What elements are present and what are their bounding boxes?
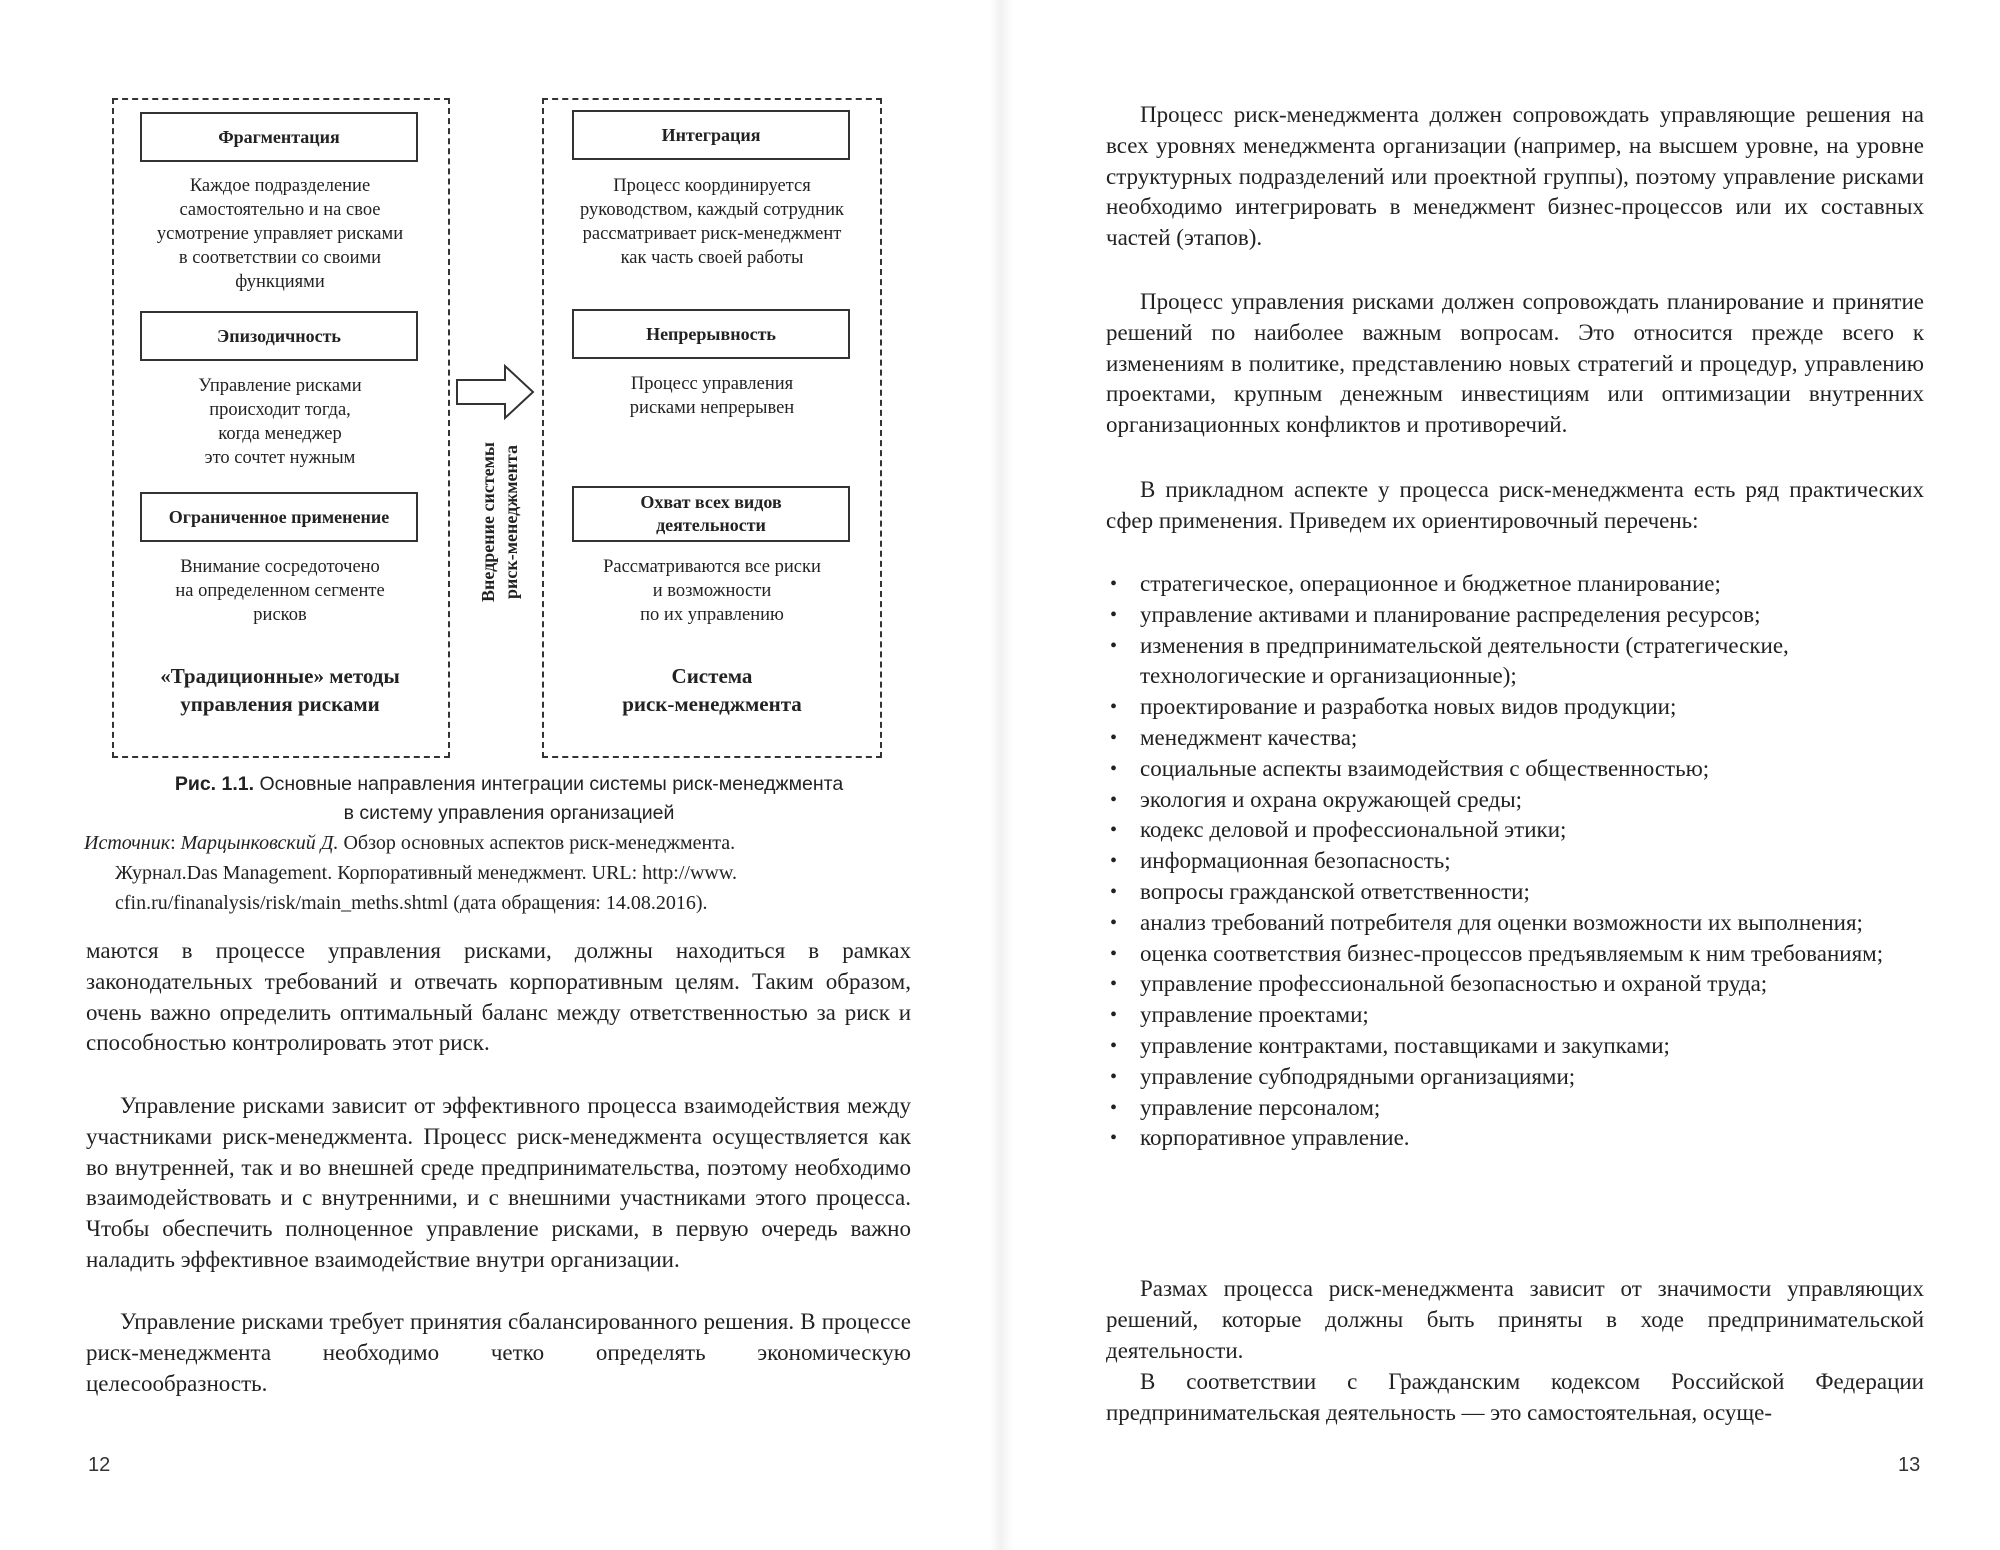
list-item-text: менеджмент качества; (1140, 724, 1358, 750)
paragraph-text: Размах процесса риск-менеджмента зависит от значимости управляющих решений, которые должны быть приняты в ходе предпринимательской деятельности. (1106, 1276, 1924, 1363)
list-item (1106, 569, 1926, 600)
desc-line: самостоятельно и на свое (179, 200, 381, 220)
list-item-text: управление проектами; (1140, 1002, 1369, 1028)
right-paragraph-5 (1106, 1367, 1924, 1429)
source-text: Журнал.Das Management. Корпоративный менеджмент. URL: http://www. (115, 862, 738, 884)
list-item-text: управление профессиональной безопасностью и охраной труда; (1140, 971, 1768, 997)
list-item (1106, 908, 1926, 939)
bullet-icon: • (1110, 603, 1118, 626)
list-item-text: корпоративное управление. (1140, 1125, 1410, 1151)
box-episodic-label: Эпизодичность (217, 325, 341, 346)
list-item (1106, 846, 1926, 877)
desc-line: когда менеджер (218, 424, 342, 444)
desc-line: усмотрение управляет рисками (156, 224, 404, 244)
list-item (1106, 969, 1926, 1000)
list-item (1106, 692, 1926, 723)
bullet-icon: • (1110, 880, 1118, 903)
list-item-text: проектирование и разработка новых видов продукции; (1140, 694, 1677, 720)
box-fragmentation-label: Фрагментация (218, 126, 340, 147)
box-all-activities-label: Охват всех видов (640, 492, 782, 512)
desc-line: как часть своей работы (620, 248, 804, 268)
box-limited-application-label: Ограниченное применение (168, 506, 390, 527)
implementation-label-line: Внедрение системы (478, 442, 498, 602)
bullet-icon: • (1110, 696, 1118, 719)
page-number-right: 13 (1898, 1454, 1921, 1476)
bullet-icon: • (1110, 757, 1118, 780)
desc-line: это сочтет нужным (204, 448, 356, 468)
box-integration-label: Интеграция (661, 124, 761, 145)
caption-line: Основные направления интеграции системы риск-менеджмента (259, 773, 844, 795)
desc-line: Процесс управления (630, 374, 794, 394)
source-text: Обзор основных аспектов риск-менеджмента. (343, 832, 736, 854)
box-all-activities-label: деятельности (656, 515, 766, 535)
figure-number: Рис. 1.1. (174, 773, 255, 795)
desc-line: Рассматриваются все риски (603, 557, 821, 577)
desc-line: Управление рисками (198, 376, 362, 396)
bullet-icon: • (1110, 1127, 1118, 1150)
bullet-icon: • (1110, 634, 1118, 657)
bullet-icon: • (1110, 788, 1118, 811)
implementation-label-line: риск-менеджмента (501, 445, 521, 599)
desc-line: происходит тогда, (209, 400, 351, 420)
figure-source: Источник: Марцынковский Д. Обзор основных аспектов риск-менеджмента. (84, 832, 736, 854)
right-paragraph-4 (1106, 1274, 1924, 1366)
paragraph-text: В соответствии с Гражданским кодексом Российской Федерации предпринимательская деятельность — это самостоятельная, осуще- (1106, 1369, 1924, 1425)
bullet-icon: • (1110, 1034, 1118, 1057)
application-areas-list (1106, 569, 1926, 1154)
list-item (1106, 1123, 1926, 1154)
caption-line: в систему управления организацией (343, 802, 675, 824)
desc-line: и возможности (652, 581, 772, 601)
desc-line: рисков (253, 605, 307, 625)
list-item (1106, 723, 1926, 754)
list-item-text: экология и охрана окружающей среды; (1140, 786, 1523, 812)
desc-line: рисками непрерывен (629, 398, 795, 418)
list-item (1106, 1000, 1926, 1031)
desc-line: Процесс координируется (613, 176, 811, 196)
paragraph-text: Управление рисками требует принятия сбалансированного решения. В процессе риск-менеджмента необходимо четко определять экономическую целесообразность. (86, 1309, 911, 1396)
page-number-left: 12 (88, 1454, 111, 1476)
bullet-icon: • (1110, 573, 1118, 595)
list-item (1106, 1093, 1926, 1124)
desc-line: на определенном сегменте (175, 581, 385, 601)
list-item-text: кодекс деловой и профессиональной этики; (1140, 817, 1567, 843)
list-item-text: социальные аспекты взаимодействия с общественностью; (1140, 755, 1710, 781)
list-item-text: анализ требований потребителя для оценки возможности их выполнения; (1140, 909, 1863, 935)
list-item-text: управление контрактами, поставщиками и закупками; (1140, 1032, 1670, 1058)
right-paragraph-3 (1106, 475, 1924, 537)
list-item (1106, 600, 1926, 631)
bullet-icon: • (1110, 819, 1118, 842)
desc-line: по их управлению (640, 605, 784, 625)
list-item (1106, 815, 1926, 846)
list-item (1106, 939, 1926, 970)
paragraph-text: Процесс управления рисками должен сопровождать планирование и принятие решений по наиболее важным вопросам. Это относится прежде всего к изменениям в политике, представлению новых стратегий и процедур, управлению проектами, крупным денежным инвестициям или оптимизации внутренних организационных конфликтов и противоречий. (1106, 289, 1924, 438)
bullet-icon: • (1110, 973, 1118, 996)
box-continuity-label: Непрерывность (646, 323, 776, 344)
desc-line: в соответствии со своими (178, 248, 382, 268)
list-item (1106, 631, 1926, 693)
paragraph-text: маются в процессе управления рисками, должны находиться в рамках законодательных требований и отвечать корпоративным целям. Таким образом, очень важно определить оптимальный баланс между ответственностью за риск и способностью контролировать этот риск. (86, 938, 911, 1056)
list-item (1106, 785, 1926, 816)
desc-line: рассматривает риск-менеджмент (582, 224, 842, 244)
bullet-icon: • (1110, 726, 1118, 749)
desc-line: руководством, каждый сотрудник (580, 200, 844, 220)
bullet-icon: • (1110, 1004, 1118, 1027)
title-line: управления рисками (180, 692, 380, 716)
source-label: Источник (84, 832, 171, 854)
paragraph-text: Управление рисками зависит от эффективного процесса взаимодействия между участниками риск-менеджмента. Процесс риск-менеджмента осуществляется как во внутренней, так и во внешней среде предпринимательства, поэтому необходимо взаимодействовать и с внутренними, и с внешними участниками этого процесса. Чтобы обеспечить полноценное управление рисками, в первую очередь важно наладить эффективное взаимодействие внутри организации. (86, 1093, 911, 1272)
paragraph-text: Процесс риск-менеджмента должен сопровождать управляющие решения на всех уровнях менеджмента организации (например, на высшем уровне, на уровне структурных подразделений или проектной группы), поэтому управление рисками необходимо интегрировать в менеджмент бизнес-процессов или их составных частей (этапов). (1106, 102, 1924, 251)
list-item-text: изменения в предпринимательской деятельности (стратегические, технологические и организационные); (1140, 632, 1789, 689)
bullet-icon: • (1110, 1065, 1118, 1088)
title-line: риск-менеджмента (622, 692, 802, 716)
list-item-text: управление субподрядными организациями; (1140, 1063, 1576, 1089)
source-author: Марцынковский Д. (180, 832, 339, 854)
desc-line: функциями (235, 272, 325, 292)
bullet-icon: • (1110, 942, 1118, 965)
list-item-text: стратегическое, операционное и бюджетное планирование; (1140, 571, 1721, 596)
list-item-text: информационная безопасность; (1140, 848, 1451, 874)
title-line: «Традиционные» методы (160, 664, 400, 688)
list-item-text: оценка соответствия бизнес-процессов предъявляемым к ним требованиям; (1140, 940, 1884, 966)
bullet-icon: • (1110, 850, 1118, 873)
right-paragraph-2 (1106, 287, 1924, 441)
desc-line: Каждое подразделение (189, 176, 371, 196)
bullet-icon: • (1110, 1096, 1118, 1119)
list-item (1106, 754, 1926, 785)
list-item-text: вопросы гражданской ответственности; (1140, 878, 1530, 904)
desc-line: Внимание сосредоточено (180, 557, 380, 577)
title-line: Система (671, 664, 753, 688)
list-item-text: управление персоналом; (1140, 1094, 1381, 1120)
list-item (1106, 877, 1926, 908)
list-item (1106, 1062, 1926, 1093)
paragraph-text: В прикладном аспекте у процесса риск-менеджмента есть ряд практических сфер применения. Приведем их ориентировочный перечень: (1106, 477, 1924, 533)
right-paragraph-1 (1106, 100, 1924, 254)
list-item (1106, 1031, 1926, 1062)
bullet-icon: • (1110, 911, 1118, 934)
source-text: cfin.ru/finanalysis/risk/main_meths.shtml (дата обращения: 14.08.2016). (115, 892, 708, 914)
list-item-text: управление активами и планирование распределения ресурсов; (1140, 601, 1761, 627)
